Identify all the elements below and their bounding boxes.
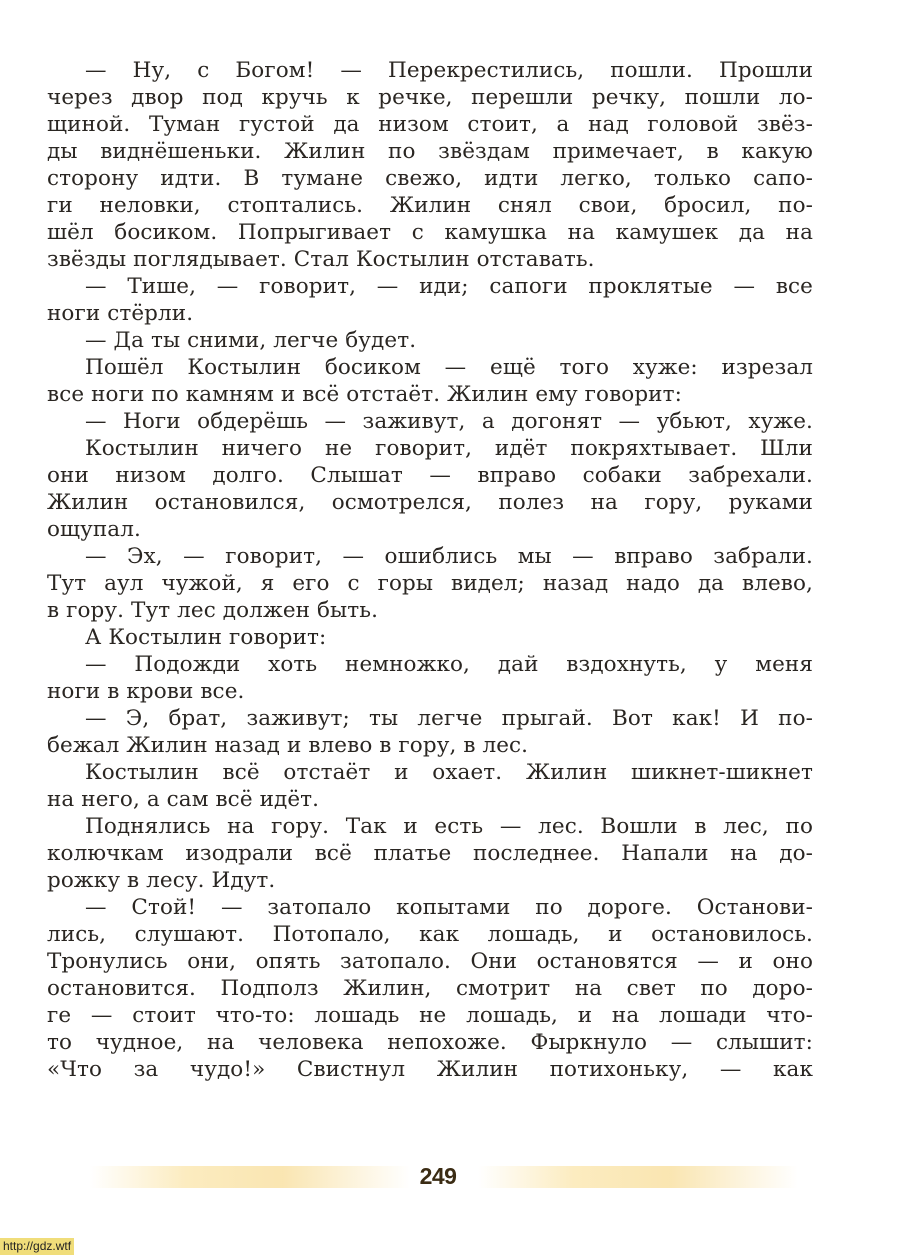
text-line: ге — стоит что-то: лошадь не лошадь, и на лошади что- — [47, 1003, 813, 1028]
text-line: щиной. Туман густой да низом стоит, а над головой звёз- — [47, 112, 813, 137]
text-line: сторону идти. В тумане свежо, идти легко, только сапо- — [47, 166, 813, 191]
text-line: рожку в лесу. Идут. — [47, 868, 276, 893]
text-line: — Подожди хоть немножко, дай вздохнуть, у меня — [85, 652, 813, 677]
text-line: ги неловки, стоптались. Жилин снял свои, бросил, по- — [47, 193, 813, 218]
text-line: то чудное, на человека непохоже. Фыркнуло — слышит: — [47, 1030, 813, 1055]
text-line: колючкам изодрали всё платье последнее. Напали на до- — [47, 841, 813, 866]
text-line: — Ноги обдерёшь — заживут, а догонят — убьют, хуже. — [85, 409, 813, 434]
text-line: — Ну, с Богом! — Перекрестились, пошли. Прошли — [85, 58, 813, 83]
text-line: Тронулись они, опять затопало. Они остановятся — и оно — [47, 949, 813, 974]
text-line: Пошёл Костылин босиком — ещё того хуже: изрезал — [85, 355, 813, 380]
text-line: Костылин всё отстаёт и охает. Жилин шикнет-шикнет — [85, 760, 813, 785]
text-line: — Да ты сними, легче будет. — [85, 328, 417, 353]
watermark-link[interactable]: http://gdz.wtf — [0, 1238, 74, 1255]
text-line: — Тише, — говорит, — иди; сапоги проклятые — все — [85, 274, 813, 299]
text-line: ноги стёрли. — [47, 301, 194, 326]
text-line: — Стой! — затопало копытами по дороге. Останови- — [85, 895, 813, 920]
text-line: они низом долго. Слышат — вправо собаки забрехали. — [47, 463, 813, 488]
text-line: шёл босиком. Попрыгивает с камушка на камушек да на — [47, 220, 813, 245]
text-line: ноги в крови все. — [47, 679, 245, 704]
text-line: в гору. Тут лес должен быть. — [47, 598, 379, 623]
text-line: «Что за чудо!» Свистнул Жилин потихоньку, — как — [47, 1057, 813, 1082]
text-line: звёзды поглядывает. Стал Костылин отставать. — [47, 247, 595, 272]
text-line: — Э, брат, заживут; ты легче прыгай. Вот как! И по- — [85, 706, 813, 731]
page-number: 249 — [419, 1163, 457, 1189]
text-line: бежал Жилин назад и влево в гору, в лес. — [47, 733, 529, 758]
text-line: Жилин остановился, осмотрелся, полез на гору, руками — [47, 490, 813, 515]
text-line: Поднялись на гору. Так и есть — лес. Вошли в лес, по — [85, 814, 813, 839]
text-line: ощупал. — [47, 517, 141, 542]
text-line: все ноги по камням и всё отстаёт. Жилин ему говорит: — [47, 382, 682, 407]
text-line: лись, слушают. Потопало, как лошадь, и остановилось. — [47, 922, 813, 947]
text-line: А Костылин говорит: — [85, 625, 327, 650]
footer-decoration-right — [478, 1166, 798, 1188]
footer-decoration-left — [90, 1166, 410, 1188]
text-line: Костылин ничего не говорит, идёт покряхтывает. Шли — [85, 436, 813, 461]
text-line: Тут аул чужой, я его с горы видел; назад надо да влево, — [47, 571, 813, 596]
text-line: через двор под кручь к речке, перешли речку, пошли ло- — [47, 85, 813, 110]
text-line: остановится. Подполз Жилин, смотрит на свет по доро- — [47, 976, 813, 1001]
text-line: ды виднёшеньки. Жилин по звёздам примечает, в какую — [47, 139, 813, 164]
text-line: на него, а сам всё идёт. — [47, 787, 320, 812]
text-line: — Эх, — говорит, — ошиблись мы — вправо забрали. — [85, 544, 813, 569]
